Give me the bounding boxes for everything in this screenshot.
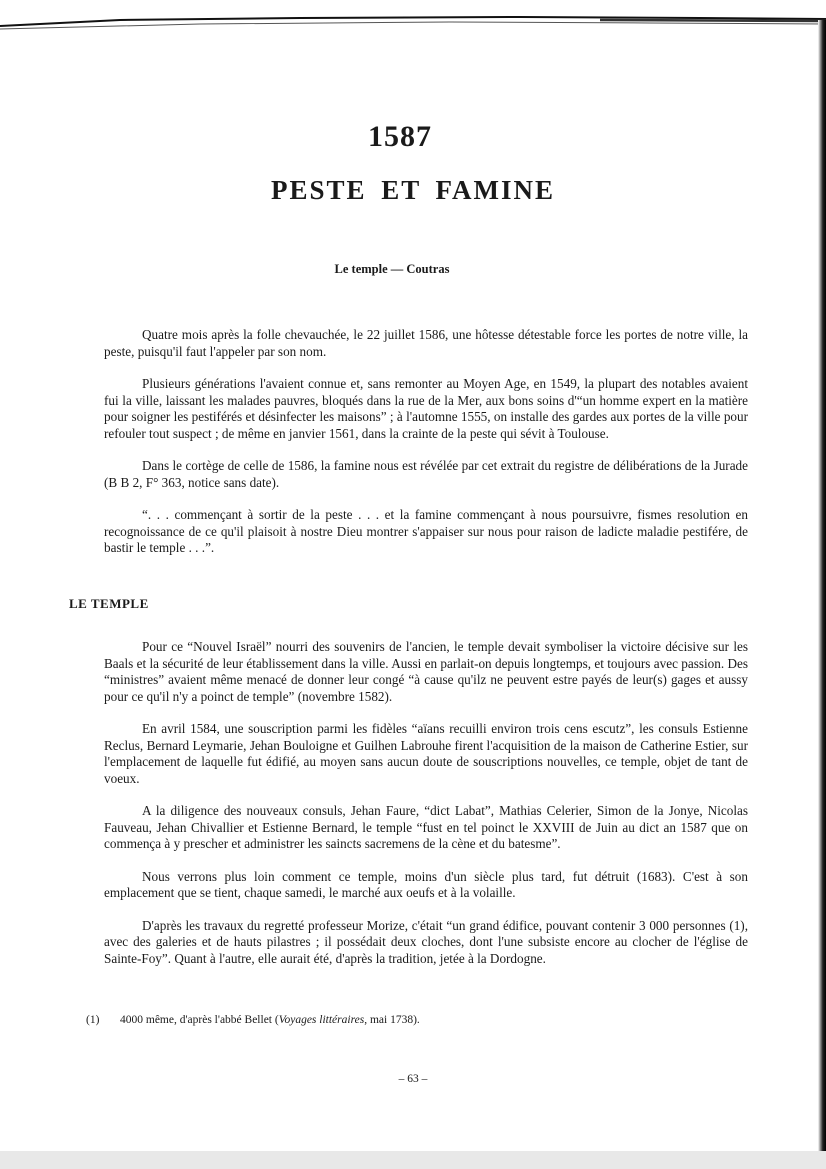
section-heading: LE TEMPLE — [69, 596, 149, 611]
paragraph: Quatre mois après la folle chevauchée, le 22 juillet 1586, une hôtesse détestable force les portes de notre ville, la peste, puisqu'il faut l'appeler par son nom. — [104, 327, 748, 359]
paragraph: En avril 1584, une souscription parmi les fidèles “aïans recuilli environ trois cens escutz”, les consuls Estienne Reclus, Bernard Leymarie, Jehan Bouloigne et Guilhen Labrouhe firent l'acquisition de la maison de Catherine Estier, sur l'emplacement de laquelle fut édifié, au moyen sans aucun doute de souscriptions nouvelles, ce temple, objet de tant de voeux. — [104, 721, 748, 786]
chapter-title: PESTE ET FAMINE — [270, 175, 556, 205]
temple-text — [104, 639, 748, 967]
chapter-subtitle: Le temple — Coutras — [334, 262, 450, 276]
paragraph: Plusieurs générations l'avaient connue et, sans remonter au Moyen Age, en 1549, la plupart des notables avaient fui la ville, laissant les malades pauvres, bloqués dans la rue de la Mer, aux bons soins d'“un homme expert en la matière pour soigner les pestiférés et désinfecter les maisons” ; à l'automne 1555, on installe des gardes aux portes de la ville pour refouler tout suspect ; de même en janvier 1561, dans la crainte de la peste qui sévit à Toulouse. — [104, 376, 748, 441]
paragraph: Pour ce “Nouvel Israël” nourri des souvenirs de l'ancien, le temple devait symboliser la victoire décisive sur les Baals et la sécurité de leur établissement dans la ville. Aussi en parlait-on depuis longtemps, et toujours avec passion. Des “ministres” avaient même menacé de donner leur congé “à cause qu'ilz ne peuvent estre payés de leur(s) gages et aussy pour ce qu'il n'y a poinct de temple” (novembre 1582). — [104, 639, 748, 704]
paragraph: Nous verrons plus loin comment ce temple, moins d'un siècle plus tard, fut détruit (1683). C'est à son emplacement que se tient, chaque samedi, le marché aux oeufs et à la volaille. — [104, 868, 748, 900]
footnote-italic: Voyages littéraires — [278, 1014, 365, 1026]
footnote-number: (1) — [86, 1014, 100, 1026]
paragraph: Dans le cortège de celle de 1586, la famine nous est révélée par cet extrait du registre de délibérations de la Jurade (B B 2, F° 363, notice sans date). — [104, 458, 748, 490]
chapter-year: 1587 — [368, 120, 432, 153]
scan-edge-bottom — [0, 1151, 826, 1169]
intro-text — [104, 327, 748, 557]
footnote-text-end: , mai 1738). — [364, 1014, 420, 1026]
footnote-text: 4000 même, d'après l'abbé Bellet ( — [120, 1014, 279, 1026]
scan-edge-top — [0, 14, 826, 32]
paragraph: A la diligence des nouveaux consuls, Jehan Faure, “dict Labat”, Mathias Celerier, Simon de la Jonye, Nicolas Fauveau, Jehan Chivallier et Estienne Bernard, le temple “fust en tel poinct le XXVIII de Juin au dict an 1587 que on commença à y prescher et administrer les saincts sacremens de la cène et du batesme”. — [104, 803, 748, 851]
paragraph: D'après les travaux du regretté professeur Morize, c'était “un grand édifice, pouvant contenir 3 000 personnes (1), avec des galeries et de hauts pilastres ; il possédait deux cloches, dont l'une subsiste encore au clocher de l'église de Sainte-Foy”. Quant à l'autre, elle aurait été, d'après la tradition, jetée à la Dordogne. — [104, 917, 748, 966]
footnote — [86, 1013, 748, 1027]
page-number: – 63 – — [398, 1073, 428, 1085]
quote-paragraph: “. . . commençant à sortir de la peste . . . et la famine commençant à nous poursuivre, fismes resolution en recognoissance de ce qu'il plaisoit à nostre Dieu montrer s'appaiser sur nous pour raison de ladicte maladie pestifére, de bastir le temple . . .”. — [104, 507, 748, 555]
